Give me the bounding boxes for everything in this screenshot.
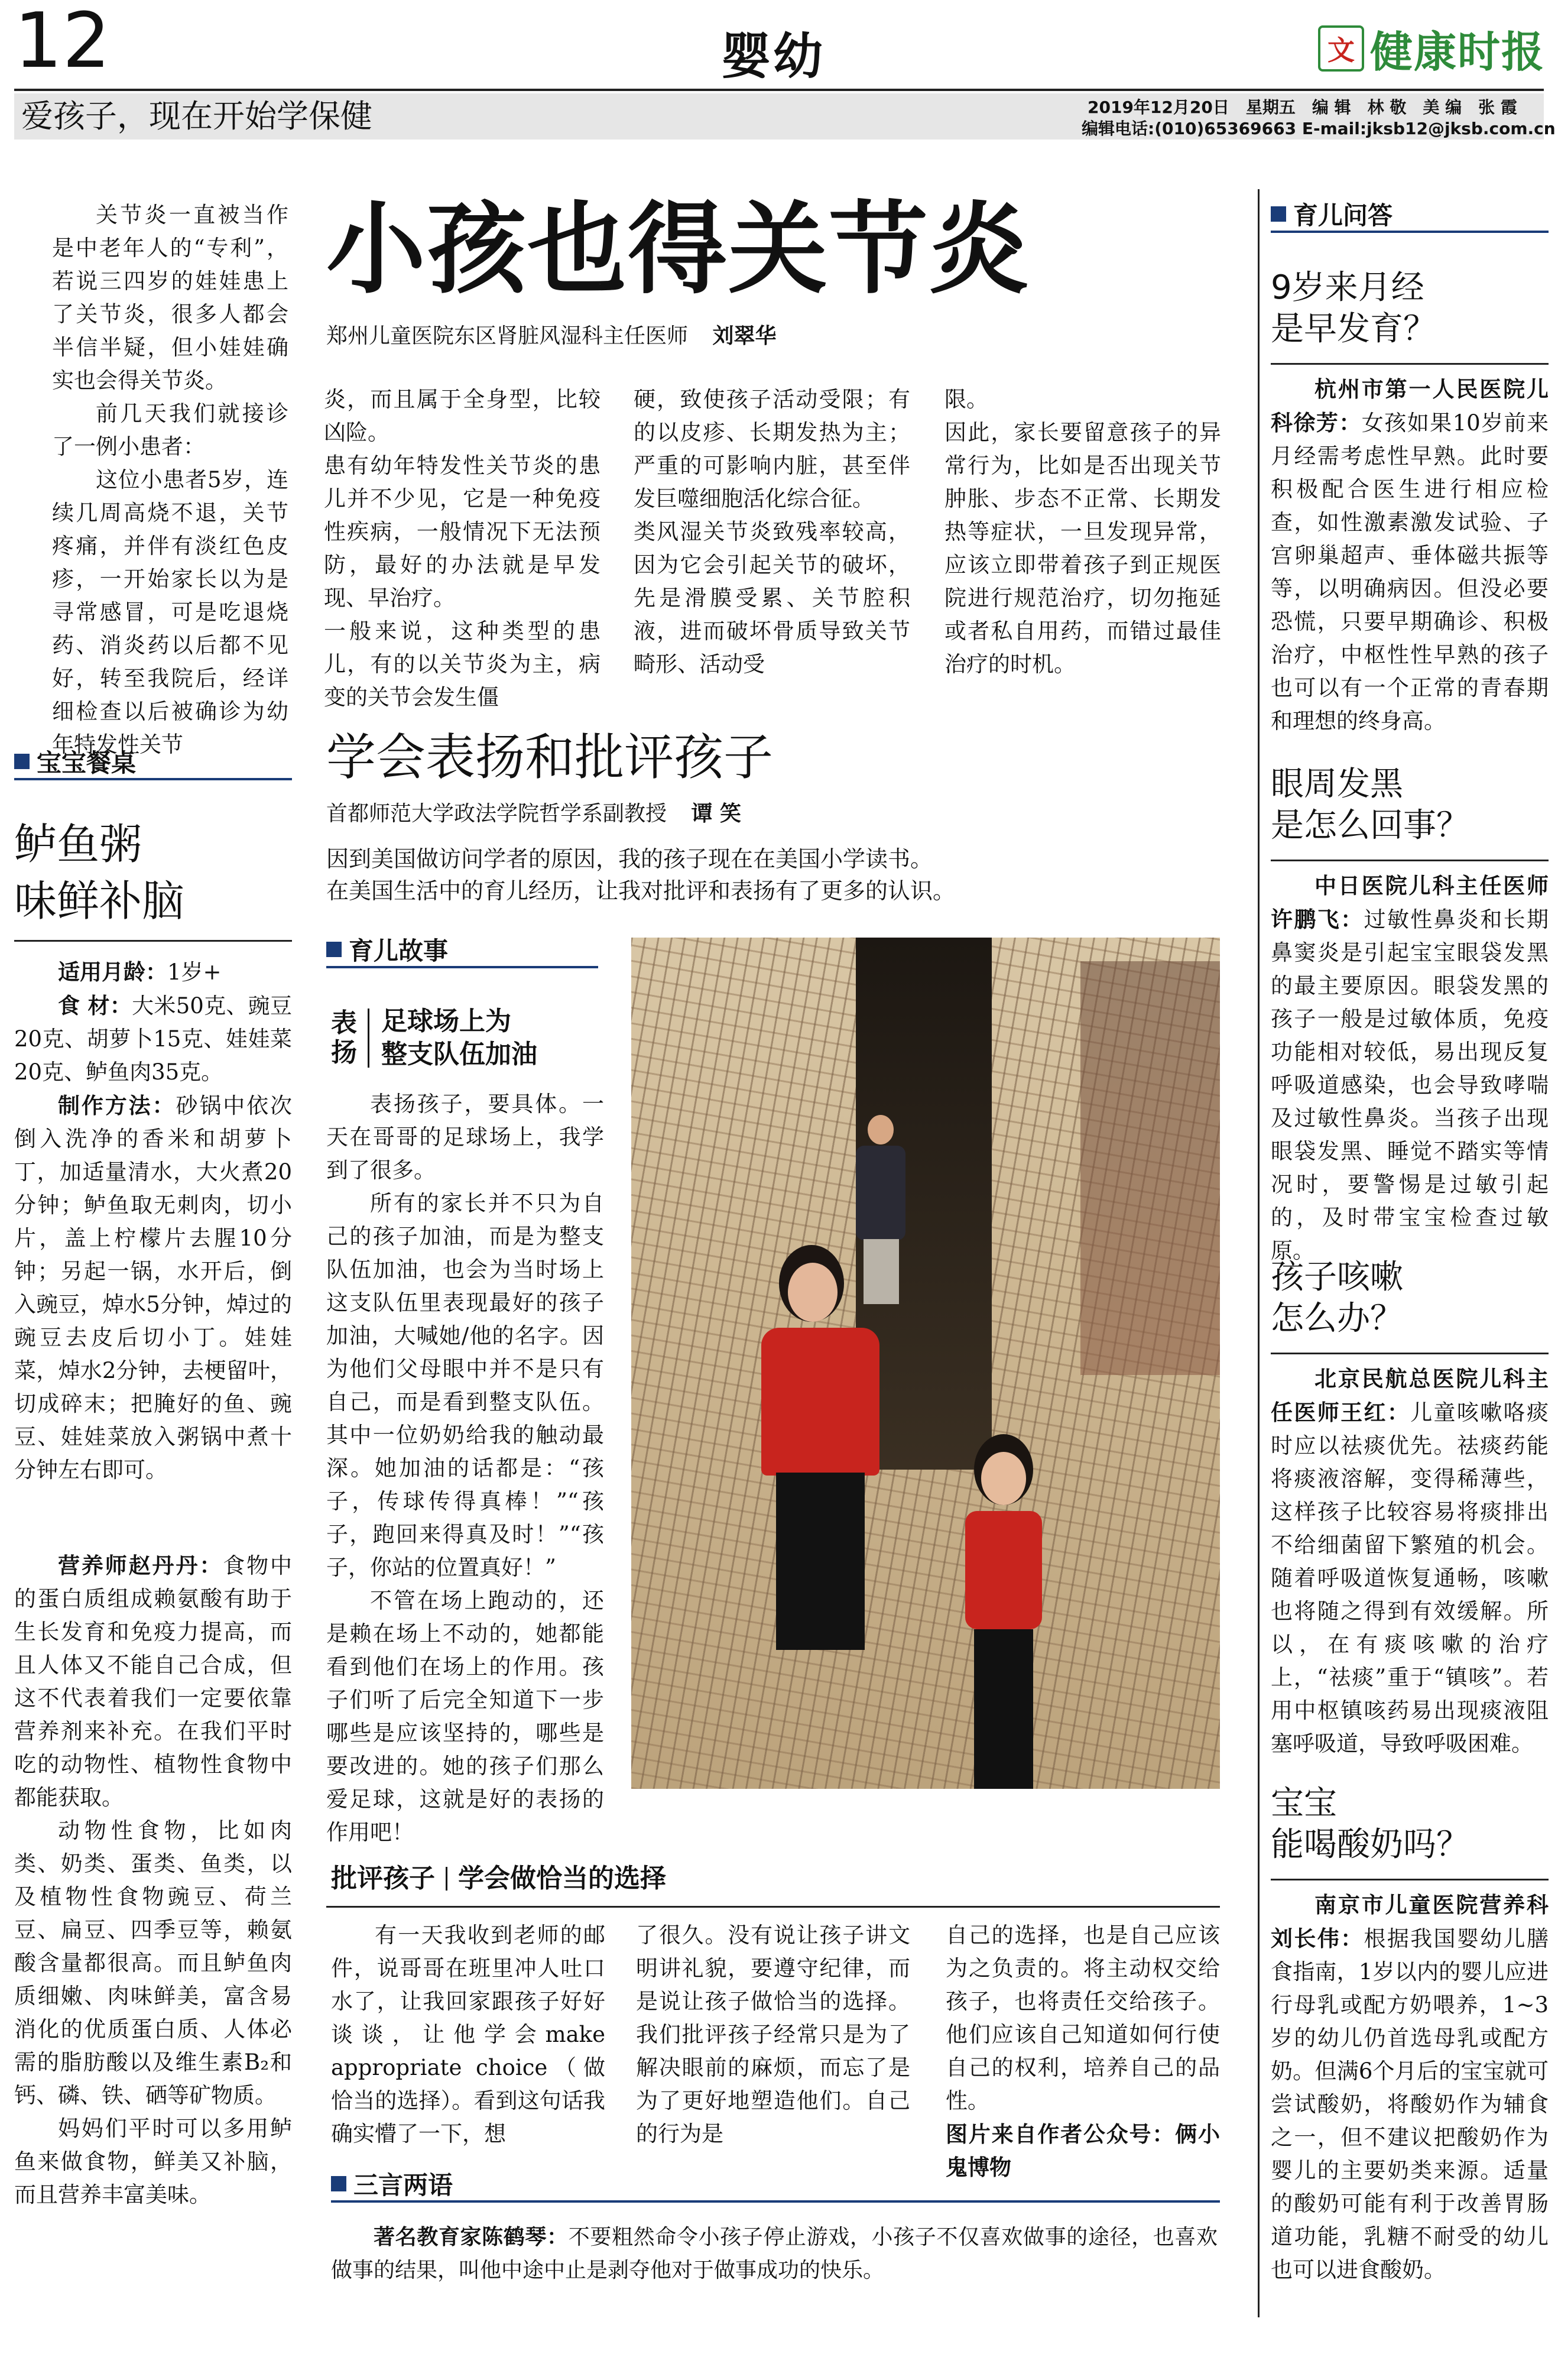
- praise-intro: [326, 843, 955, 907]
- criticize-col-3: [946, 1919, 1220, 2184]
- recipe-section-text: 宝宝餐桌: [37, 748, 137, 777]
- qa-title: [1271, 267, 1436, 350]
- lead-title: 小孩也得关节炎: [326, 190, 1030, 307]
- section-square-icon: [14, 754, 30, 769]
- recipe-section-label: [14, 745, 292, 780]
- criticize-title: 学会做恰当的选择: [458, 1863, 666, 1893]
- section-title: 婴幼: [721, 27, 826, 85]
- nutritionist-label: 营养师赵丹丹：: [58, 1552, 223, 1578]
- praise-para: 不管在场上跑动的，还是赖在场上不动的，她都能看到他们在场上的作用。孩子们听了后完全知道下一步哪些是应该坚持的，哪些是要改进的。她的孩子们那么爱足球，这就是好的表扬的作用吧！: [326, 1588, 604, 1845]
- qa-section-label: [1271, 197, 1549, 233]
- lead-intro: [52, 199, 288, 761]
- section-square-icon: [326, 942, 342, 957]
- section-square-icon: [1271, 206, 1286, 222]
- qa-title-line: 是怎么回事？: [1271, 806, 1469, 845]
- praise-para: 所有的家长并不只为自己的孩子加油，而是为整支队伍加油，也会为当时场上这支队伍里表现最好的孩子加油，大喊她/他的名字。因为他们父母眼中并不是只有自己，而是看到整支队伍。其中一位奶奶给我的触动最深。她加油的话都是：“孩子，传球传得真棒！”“孩子，跑回来得真及时！”“孩子，你站的位置真好！”: [326, 1191, 604, 1580]
- woman-figure: [755, 1245, 891, 1647]
- qa-section-text: 育儿问答: [1293, 201, 1393, 230]
- praise-subhead-line: 整支队伍加油: [381, 1039, 537, 1069]
- qa-title-line: 能喝酸奶吗？: [1271, 1825, 1469, 1864]
- lead-col-3: [944, 383, 1221, 681]
- lead-col-1: [324, 383, 601, 714]
- header-rule: [14, 89, 1544, 91]
- qa-title: [1271, 1257, 1403, 1340]
- criticize-rule: [326, 1906, 1220, 1908]
- article-photo: [631, 938, 1220, 1789]
- dateline: 2019年12月20日 星期五 编 辑 林 敬 美 编 张 霞: [1088, 98, 1517, 117]
- lead-column-text: 硬，致使孩子活动受限；有的以皮疹、长期发热为主；严重的可影响内脏，甚至伴发巨噬细胞活化综合征。 类风湿关节炎致残率较高，因为它会引起关节的破坏，先是滑膜受累、关节腔积液，进而破坏骨质导致关节畸形、活动受: [634, 387, 910, 677]
- quote-body: [331, 2220, 1218, 2287]
- lead-intro-para: 关节炎一直被当作是中老年人的“专利”，若说三四岁的娃娃患上了关节炎，很多人都会半信半疑，但小娃娃确实也会得关节炎。: [52, 202, 288, 393]
- nutrition-para: 妈妈们平时可以多用鲈鱼来做食物，鲜美又补脑，而且营养丰富美味。: [14, 2116, 292, 2207]
- lead-intro-para: 这位小患者5岁，连续几周高烧不退，关节疼痛，并伴有淡红色皮疹，一开始家长以为是寻常感冒，可是吃退烧药、消炎药以后都不见好，转至我院后，经详细检查以后被确诊为幼年特发性关节: [52, 467, 288, 757]
- qa-title-line: 是早发育？: [1271, 310, 1436, 348]
- quote-section-text: 三言两语: [353, 2171, 453, 2200]
- qa-author: 南京市儿童医院营养科刘长伟：: [1271, 1892, 1549, 1951]
- lead-col-2: [634, 383, 910, 681]
- qa-title-line: 9岁来月经: [1271, 268, 1424, 307]
- recipe-title-line: 味鲜补脑: [14, 876, 185, 926]
- qa-title-line: 宝宝: [1271, 1784, 1337, 1823]
- story-section-label: [326, 933, 598, 968]
- qa-rule: [1271, 1879, 1549, 1880]
- praise-byline-org: 首都师范大学政法学院哲学系副教授: [326, 802, 667, 826]
- section-square-icon: [331, 2176, 346, 2191]
- column-divider: [1258, 189, 1260, 2317]
- recipe-body: [14, 955, 292, 1487]
- photo-credit: 图片来自作者公众号：俩小鬼博物: [946, 2121, 1220, 2180]
- praise-byline-name: 谭 笑: [691, 802, 742, 826]
- qa-title-line: 孩子咳嗽: [1271, 1258, 1403, 1296]
- brick-wall: [1080, 961, 1220, 1375]
- praise-intro-line: 在美国生活中的育儿经历，让我对批评和表扬有了更多的认识。: [326, 878, 956, 904]
- qa-answer-text: 儿童咳嗽咯痰时应以祛痰优先。祛痰药能将痰液溶解，变得稀薄些，这样孩子比较容易将痰排出不给细菌留下繁殖的机会。随着呼吸道恢复通畅，咳嗽也将随之得到有效缓解。所以，在有痰咳嗽的治疗上，“祛痰”重于“镇咳”。若用中枢镇咳药易出现痰液阻塞呼吸道，导致呼吸困难。: [1271, 1400, 1549, 1756]
- recipe-age-value: 1岁+: [167, 959, 222, 985]
- qa-answer: [1271, 869, 1549, 1267]
- recipe-title: [14, 816, 184, 929]
- recipe-ingredients: 大米50克、豌豆20克、胡萝卜15克、娃娃菜20克、鲈鱼肉35克。: [14, 993, 292, 1085]
- criticize-para: 了很久。没有说让孩子讲文明讲礼貌，要遵守纪律，而是说让孩子做恰当的选择。我们批评孩子经常只是为了解决眼前的麻烦，而忘了是为了更好地塑造他们。自己的行为是: [636, 1922, 910, 2146]
- lead-byline-org: 郑州儿童医院东区肾脏风湿科主任医师: [326, 324, 689, 348]
- criticize-divider: [446, 1867, 447, 1891]
- praise-subhead: [331, 1005, 537, 1071]
- recipe-rule: [14, 940, 292, 942]
- praise-title: 学会表扬和批评孩子: [326, 728, 774, 786]
- qa-answer-text: 过敏性鼻炎和长期鼻窦炎是引起宝宝眼袋发黑的最主要原因。眼袋发黑的孩子一般是过敏体质，免疫功能相对较低，易出现反复呼吸道感染，也会导致哮喘及过敏性鼻炎。当孩子出现眼袋发黑、睡觉不踏实等情况时，要警惕是过敏引起的，及时带宝宝检查过敏原。: [1271, 907, 1549, 1263]
- qa-title: [1271, 764, 1469, 847]
- recipe-ingredients-label: 食 材：: [58, 993, 132, 1019]
- criticize-head: [331, 1861, 666, 1896]
- praise-subhead-line: 足球场上为: [381, 1006, 511, 1036]
- praise-byline: [326, 797, 741, 827]
- lead-column-text: 限。 因此，家长要留意孩子的异常行为，比如是否出现关节肿胀、步态不正常、长期发热等症状，一旦发现异常，应该立即带着孩子到正规医院进行规范治疗，切勿拖延或者私自用药，而错过最佳治疗的时机。: [944, 387, 1221, 677]
- story-section-text: 育儿故事: [349, 936, 449, 965]
- page-number: 12: [14, 0, 111, 85]
- nutrition-box: [14, 1549, 292, 2212]
- slogan: 爱孩子，现在开始学保健: [21, 98, 372, 135]
- praise-body: [326, 1088, 604, 1849]
- logo-mark-icon: 文: [1318, 25, 1364, 72]
- praise-subhead-tag: 表扬: [331, 1009, 369, 1068]
- qa-title: [1271, 1783, 1469, 1866]
- recipe-method-label: 制作方法：: [58, 1092, 176, 1118]
- qa-answer-text: 女孩如果10岁前来月经需考虑性早熟。此时要积极配合医生进行相应检查，如性激素激发试验、子宫卵巢超声、垂体磁共振等等，以明确病因。但没必要恐慌，只要早期确诊、积极治疗，中枢性性早熟的孩子也可以有一个正常的青春期和理想的终身高。: [1271, 410, 1549, 734]
- praise-para: 表扬孩子，要具体。一天在哥哥的足球场上，我学到了很多。: [326, 1091, 604, 1183]
- logo-text: 健康时报: [1370, 27, 1546, 77]
- lead-column-text: 炎，而且属于全身型，比较凶险。 患有幼年特发性关节炎的患儿并不少见，它是一种免疫性疾病，一般情况下无法预防，最好的办法就是早发现、早治疗。 一般来说，这种类型的患儿，有的以关节炎为主，病变的关节会发生僵: [324, 387, 601, 710]
- nutrition-para: 食物中的蛋白质组成赖氨酸有助于生长发育和免疫力提高，而且人体又不能自己合成，但这不代表着我们一定要依靠营养剂来补充。在我们平时吃的动物性、植物性食物中都能获取。: [14, 1553, 293, 1810]
- criticize-para: 有一天我收到老师的邮件，说哥哥在班里冲人吐口水了，让我回家跟孩子好好谈谈，让他学会make appropriate choice（做恰当的选择）。看到这句话我确实懵了一下，想: [331, 1922, 605, 2146]
- qa-author: 中日医院儿科主任医师许鹏飞：: [1271, 873, 1549, 932]
- qa-author: 北京民航总医院儿科主任医师王红：: [1271, 1366, 1549, 1425]
- praise-intro-line: 因到美国做访问学者的原因，我的孩子现在在美国小学读书。: [326, 846, 933, 872]
- qa-answer: [1271, 372, 1549, 738]
- qa-rule: [1271, 363, 1549, 365]
- criticize-col-1: [331, 1919, 605, 2151]
- quote-text: 不要粗然命令小孩子停止游戏，小孩子不仅喜欢做事的途径，也喜欢做事的结果，叫他中途中止是剥夺他对于做事成功的快乐。: [331, 2225, 1218, 2282]
- lead-byline-name: 刘翠华: [712, 324, 777, 348]
- lead-byline: [326, 319, 776, 349]
- criticize-tag: 批评孩子: [331, 1863, 435, 1893]
- qa-answer-text: 根据我国婴幼儿膳食指南，1岁以内的婴儿应进行母乳或配方奶喂养，1~3岁的幼儿仍首选母乳或配方奶。但满6个月后的宝宝就可尝试酸奶，将酸奶作为辅食之一，但不建议把酸奶作为婴儿的主要奶类来源。适量的酸奶可能有利于改善胃肠道功能，乳糖不耐受的幼儿也可以进食酸奶。: [1271, 1926, 1549, 2282]
- qa-title-line: 怎么办？: [1271, 1299, 1403, 1338]
- nutrition-para: 动物性食物，比如肉类、奶类、蛋类、鱼类，以及植物性食物豌豆、荷兰豆、扁豆、四季豆等，赖氨酸含量都很高。而且鲈鱼肉质细嫩、肉味鲜美，富含易消化的优质蛋白质、人体必需的脂肪酸以及维生素B₂和钙、磷、铁、硒等矿物质。: [14, 1818, 292, 2108]
- girl-figure: [956, 1434, 1051, 1789]
- masthead-logo: [1318, 18, 1545, 79]
- recipe-method: 砂锅中依次倒入洗净的香米和胡萝卜丁，加适量清水，大火煮20分钟；鲈鱼取无刺肉，切小片，盖上柠檬片去腥10分钟；另起一锅，水开后，倒入豌豆，焯水5分钟，焯过的豌豆去皮后切小丁。娃娃菜，焯水2分钟，去梗留叶，切成碎末；把腌好的鱼、豌豆、娃娃菜放入粥锅中煮十分钟左右即可。: [14, 1093, 293, 1483]
- criticize-para: 自己的选择，也是自己应该为之负责的。将主动权交给孩子，也将责任交给孩子。他们应该自己知道如何行使自己的权利，培养自己的品性。: [946, 1922, 1220, 2113]
- editor-contact: 编辑电话:(010)65369663 E-mail:jksb12@jksb.com.cn: [1082, 119, 1556, 138]
- qa-rule: [1271, 1353, 1549, 1354]
- quote-section-label: [331, 2167, 1220, 2203]
- quote-speaker: 著名教育家陈鹤琴：: [374, 2225, 569, 2249]
- qa-title-line: 眼周发黑: [1271, 765, 1403, 803]
- recipe-age-label: 适用月龄：: [58, 959, 167, 985]
- recipe-title-line: 鲈鱼粥: [14, 819, 142, 869]
- qa-author: 杭州市第一人民医院儿科徐芳：: [1271, 376, 1549, 436]
- criticize-col-2: [636, 1919, 910, 2151]
- qa-answer: [1271, 1888, 1549, 2287]
- qa-rule: [1271, 860, 1549, 861]
- qa-answer: [1271, 1362, 1549, 1760]
- lead-intro-para: 前几天我们就接诊了一例小患者：: [52, 401, 288, 459]
